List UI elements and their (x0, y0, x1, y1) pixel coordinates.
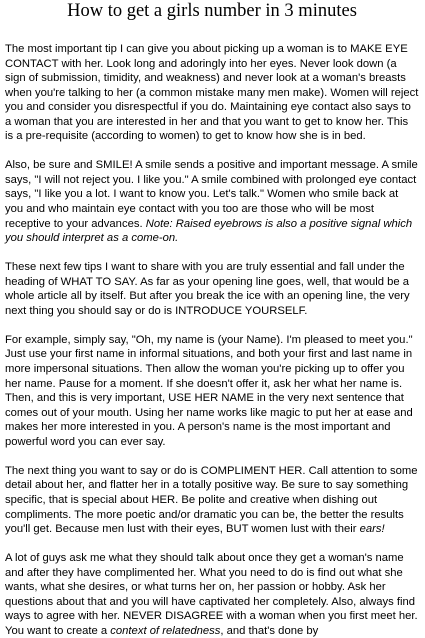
paragraph-compliment (5, 464, 419, 537)
paragraph-what-to-say (5, 260, 419, 318)
paragraph-introduce-example (5, 333, 419, 449)
paragraph-text: A lot of guys ask me what they should talk about once they get a woman's name and after they have complimented her. What you need to do is find out what she wants, what she desires, or what turns her on, her passion or hobby. Ask her questions about that and you will have captivated her completely. Also, always find ways to agree with her. NEVER DISAGREE with a woman when you first meet her. You want to create a (5, 552, 418, 637)
paragraph-smile (5, 158, 419, 245)
paragraph-italic-context: context of relatedness (110, 624, 221, 637)
paragraph-eye-contact (5, 42, 419, 144)
paragraph-text: The next thing you want to say or do is COMPLIMENT HER. Call attention to some detail about her, and flatter her in a totally positive way. Be sure to say something specific, that is special about HER. Be polite and creative when dishing out compliments. The more poetic and/or dramatic you can be, the better the results you'll get. Because men lust with their eyes, BUT women lust with their (5, 464, 418, 536)
paragraph-text-tail: , and that's done by (220, 624, 319, 637)
paragraph-text: Also, be sure and SMILE! A smile sends a positive and important message. A smile says, "I will not reject you. I like you." A smile combined with prolonged eye contact says, "I like you a lot. I want to know you. Let's talk." Women who smile back at you and who maintain eye contact with you too are those who will be most receptive to your advances. (5, 159, 418, 230)
paragraph-italic-note: Note: Raised eyebrows is also a positive signal which you should interpret as a come-on. (5, 217, 413, 245)
paragraph-text: The most important tip I can give you about picking up a woman is to MAKE EYE CONTACT with her. Look long and adoringly into her eyes. Never look down (a sign of submission, timidity, and weakness) and never look at a woman's breasts when you're talking to her (a common mistake many men make). Women will reject you and consider you disrespectful if you do. Maintaining eye contact also says to a woman that you are interested in her and that you want to get to know her. This is a pre-requisite (according to women) to get to know how she is in bed. (5, 43, 419, 143)
paragraph-what-to-talk-about (5, 551, 419, 638)
paragraph-text: These next few tips I want to share with you are truly essential and fall under the heading of WHAT TO SAY. As far as your opening line goes, well, that would be a whole article all by itself. But after you break the ice with an opening line, the very next thing you should say or do is INTRODUCE YOURSELF. (5, 261, 410, 317)
paragraph-text: For example, simply say, "Oh, my name is (your Name). I'm pleased to meet you." Just use your first name in informal situations, and both your first and last name in more impersonal situations. Then allow the woman you're picking up to offer you her name. Pause for a moment. If she doesn't offer it, ask her what her name is. Then, and this is very important, USE HER NAME in the very next sentence that comes out of your mouth. Using her name works like magic to put her at ease and makes her more interested in you. A person's name is the most important and powerful word you can ever say. (5, 333, 413, 448)
page-title: How to get a girls number in 3 minutes (67, 1, 357, 21)
paragraph-italic-ears: ears! (359, 523, 385, 536)
